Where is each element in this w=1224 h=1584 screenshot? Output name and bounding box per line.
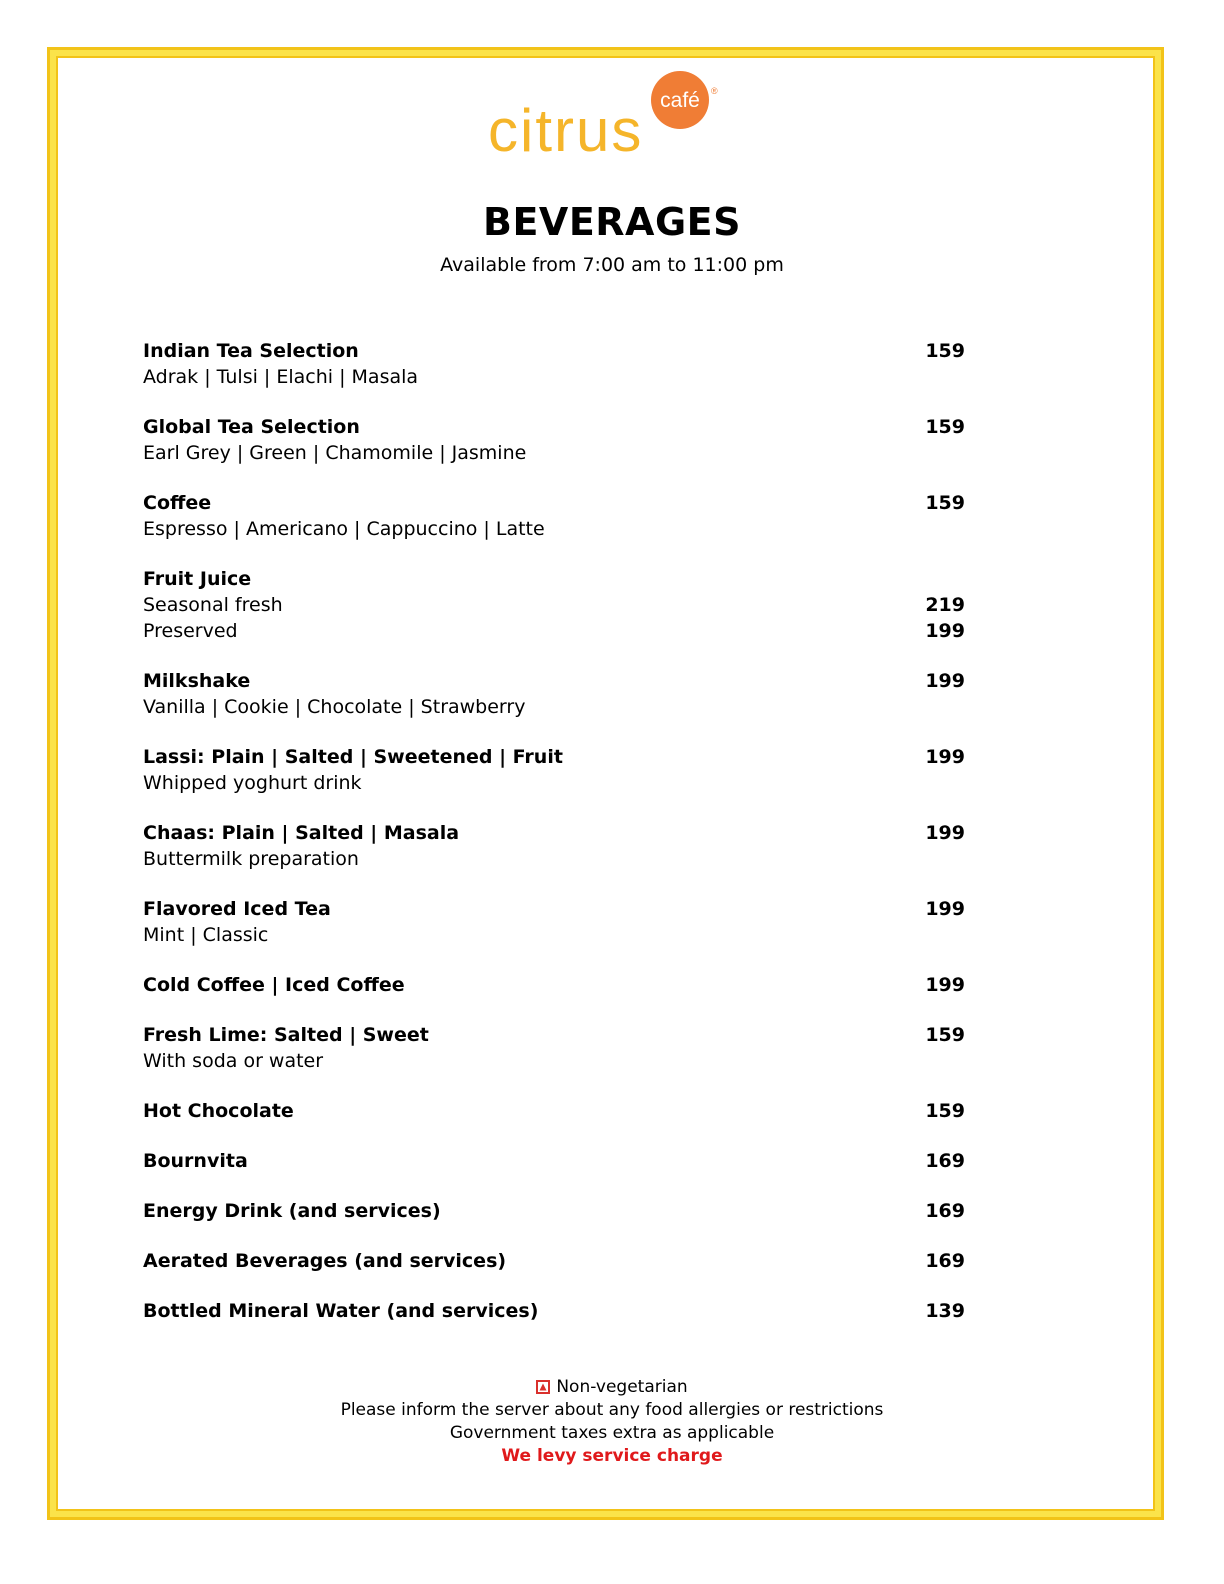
item-price: 169	[925, 1200, 965, 1222]
menu-item-header	[143, 896, 965, 922]
item-name: Fruit Juice	[143, 568, 252, 590]
menu-item	[143, 1198, 965, 1224]
item-name: Lassi: Plain | Salted | Sweetened | Fruit	[143, 746, 563, 768]
legend-label: Non-vegetarian	[556, 1377, 688, 1397]
menu-item-header	[143, 972, 965, 998]
item-description-row	[143, 846, 965, 872]
menu-item-header	[143, 1022, 965, 1048]
variant-name: Seasonal fresh	[143, 594, 283, 616]
item-name: Cold Coffee | Iced Coffee	[143, 974, 405, 996]
menu-item	[143, 1022, 965, 1074]
item-price: 199	[925, 746, 965, 768]
item-description-row	[143, 364, 965, 390]
item-name: Flavored Iced Tea	[143, 898, 331, 920]
menu-item-header	[143, 668, 965, 694]
menu-item-header	[143, 820, 965, 846]
item-name: Coffee	[143, 492, 212, 514]
item-name: Hot Chocolate	[143, 1100, 294, 1122]
item-description-row	[143, 770, 965, 796]
item-description: Mint | Classic	[143, 924, 269, 946]
item-description-row	[143, 1048, 965, 1074]
menu-item	[143, 490, 965, 542]
menu-item-header	[143, 1198, 965, 1224]
item-description: With soda or water	[143, 1050, 324, 1072]
item-price: 169	[925, 1250, 965, 1272]
menu-item	[143, 338, 965, 390]
item-description-row	[143, 440, 965, 466]
item-variant-row	[143, 592, 965, 618]
variant-price: 219	[925, 594, 965, 616]
menu-item-header	[143, 1298, 965, 1324]
item-price: 159	[925, 492, 965, 514]
item-name: Bottled Mineral Water (and services)	[143, 1300, 539, 1322]
menu-item-header	[143, 414, 965, 440]
item-description: Buttermilk preparation	[143, 848, 359, 870]
variant-price: 199	[925, 620, 965, 642]
non-veg-triangle-icon	[536, 1380, 550, 1394]
item-name: Milkshake	[143, 670, 251, 692]
menu-item-header	[143, 1248, 965, 1274]
menu-footer	[0, 1376, 1224, 1468]
svg-text:citrus: citrus	[488, 97, 644, 160]
menu-item	[143, 414, 965, 466]
menu-item-header	[143, 1098, 965, 1124]
item-description-row	[143, 516, 965, 542]
menu-item	[143, 820, 965, 872]
item-name: Indian Tea Selection	[143, 340, 359, 362]
item-name: Bournvita	[143, 1150, 248, 1172]
beverage-menu	[143, 338, 965, 1324]
menu-item	[143, 896, 965, 948]
menu-item-header	[143, 744, 965, 770]
item-description: Vanilla | Cookie | Chocolate | Strawberry	[143, 696, 526, 718]
item-name: Global Tea Selection	[143, 416, 360, 438]
menu-item	[143, 1248, 965, 1274]
item-name: Energy Drink (and services)	[143, 1200, 441, 1222]
item-variant-row	[143, 618, 965, 644]
item-price: 199	[925, 670, 965, 692]
menu-item-header	[143, 490, 965, 516]
item-price: 159	[925, 416, 965, 438]
page-title: BEVERAGES	[483, 200, 741, 244]
item-price: 199	[925, 822, 965, 844]
item-price: 169	[925, 1150, 965, 1172]
allergy-note: Please inform the server about any food allergies or restrictions	[340, 1400, 884, 1420]
menu-item-header	[143, 338, 965, 364]
item-description: Adrak | Tulsi | Elachi | Masala	[143, 366, 419, 388]
menu-item	[143, 1148, 965, 1174]
availability-hours: Available from 7:00 am to 11:00 pm	[440, 254, 784, 276]
item-description-row	[143, 922, 965, 948]
legend-line	[0, 1376, 1224, 1399]
menu-item	[143, 1298, 965, 1324]
item-price: 159	[925, 340, 965, 362]
svg-text:®: ®	[711, 86, 718, 96]
citrus-cafe-logo	[488, 70, 728, 160]
svg-text:café: café	[660, 89, 700, 112]
item-price: 139	[925, 1300, 965, 1322]
item-name: Aerated Beverages (and services)	[143, 1250, 507, 1272]
item-description: Espresso | Americano | Cappuccino | Latte	[143, 518, 545, 540]
menu-item	[143, 566, 965, 644]
item-price: 199	[925, 974, 965, 996]
menu-item	[143, 972, 965, 998]
service-charge-note: We levy service charge	[501, 1446, 723, 1466]
item-price: 159	[925, 1024, 965, 1046]
variant-name: Preserved	[143, 620, 238, 642]
tax-note: Government taxes extra as applicable	[449, 1423, 775, 1443]
item-price: 159	[925, 1100, 965, 1122]
menu-item	[143, 668, 965, 720]
item-description-row	[143, 694, 965, 720]
item-description: Whipped yoghurt drink	[143, 772, 362, 794]
menu-item	[143, 744, 965, 796]
item-description: Earl Grey | Green | Chamomile | Jasmine	[143, 442, 527, 464]
item-name: Chaas: Plain | Salted | Masala	[143, 822, 460, 844]
menu-item	[143, 1098, 965, 1124]
item-name: Fresh Lime: Salted | Sweet	[143, 1024, 429, 1046]
menu-item-header	[143, 566, 965, 592]
menu-item-header	[143, 1148, 965, 1174]
item-price: 199	[925, 898, 965, 920]
